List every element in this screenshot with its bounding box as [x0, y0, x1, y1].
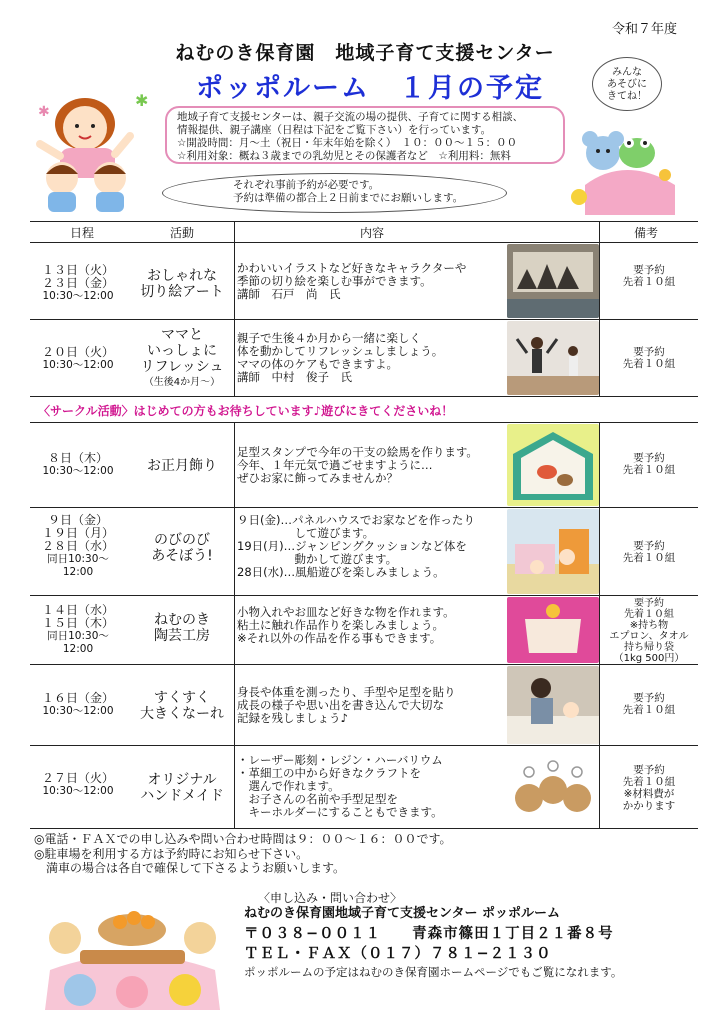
bubble-line: みんな: [612, 67, 642, 78]
fiscal-year: 令和７年度: [612, 22, 678, 37]
speech-bubble: [592, 57, 662, 111]
date-line: ２３日（金）: [41, 276, 114, 290]
row-content: [237, 754, 505, 819]
play-photo: [507, 509, 599, 594]
row-content: [237, 262, 505, 301]
row-date: [24, 692, 132, 718]
activity-line: オリジナル: [147, 772, 217, 788]
bubble-line: あそびに: [607, 79, 647, 90]
footer-notes: [34, 832, 452, 876]
note-line: ※材料費が: [623, 788, 675, 800]
note-line: 先着１０組: [622, 552, 676, 564]
date-line: ２０日（火）: [41, 345, 114, 359]
activity-line: ねむのき: [154, 612, 210, 628]
content-line: 記録を残しましょう♪: [237, 711, 348, 725]
info-line: ☆利用対象：概ね３歳までの乳幼児とその保護者など ☆利用料：無料: [177, 150, 511, 162]
row-date: [24, 514, 132, 579]
time-line: 10:30〜12:00: [42, 465, 114, 477]
content-line: 動かして遊びます。: [237, 552, 398, 566]
row-note: [600, 764, 698, 812]
date-line: １４日（水）: [41, 603, 114, 617]
info-line: 地域子育て支援センターは、親子交流の場の提供、子育てに関する相談、: [177, 111, 524, 123]
column-header-date: 日程: [70, 226, 95, 240]
note-line: 要予約: [633, 540, 665, 552]
time-line: 同日10:30〜: [47, 630, 109, 642]
row-activity: [130, 327, 234, 391]
note-line: 要予約: [633, 692, 665, 704]
refresh-photo: [507, 321, 599, 395]
table-border: [30, 396, 698, 397]
row-content: [237, 446, 505, 485]
note-line: ※持ち物: [629, 620, 669, 631]
note-line: かかります: [622, 800, 676, 812]
table-border: [234, 422, 235, 828]
content-line: ※それ以外の作品を作る事もできます。: [237, 631, 442, 645]
table-border: [30, 422, 698, 423]
row-content: [237, 686, 505, 725]
content-line: ・レーザー彫刻・レジン・ハーバリウム: [237, 753, 443, 767]
time-line: 12:00: [62, 643, 94, 655]
note-line: 要予約: [633, 764, 665, 776]
content-line: 体を動かしてリフレッシュしましょう。: [237, 344, 444, 358]
footer-note: ◎電話・ＦＡＸでの申し込みや問い合わせ時間は９：００〜１６：００です。: [34, 832, 452, 846]
table-border: [30, 221, 698, 222]
row-activity: [130, 458, 234, 474]
activity-line: のびのび: [154, 532, 210, 548]
circle-activity-banner: 〈サークル活動〉はじめての方もお待ちしています♪遊びにきてくださいね！: [38, 404, 454, 418]
notice-line: それぞれ事前予約が必要です。: [233, 179, 380, 191]
growth-photo: [507, 666, 599, 744]
postal-address: 〒０３８−００１１ 青森市篠田１丁目２１番８号: [244, 926, 614, 942]
table-border: [30, 507, 698, 508]
row-activity: [130, 532, 234, 564]
contact-block: [244, 890, 622, 980]
time-line: 10:30〜12:00: [42, 359, 114, 371]
row-content: [237, 606, 505, 645]
note-line: 要予約: [633, 452, 665, 464]
date-line: １５日（木）: [41, 616, 114, 630]
pottery-photo: [507, 597, 599, 663]
mother-children-illustration: [30, 86, 160, 216]
row-activity: [130, 612, 234, 644]
activity-line: 陶芸工房: [154, 628, 210, 644]
row-date: [24, 452, 132, 478]
time-line: 10:30〜12:00: [42, 290, 114, 302]
content-line: 身長や体重を測ったり、手型や足型を貼り: [237, 685, 456, 699]
ema-photo: [507, 424, 599, 506]
content-line: かわいいイラストなど好きなキャラクターや: [237, 261, 467, 275]
table-border: [30, 595, 698, 596]
content-line: ぜひお家に飾ってみませんか？: [237, 471, 398, 485]
date-line: １３日（火）: [41, 263, 114, 277]
homepage-note: ポッポルームの予定はねむのき保育園ホームページでもご覧になれます。: [244, 965, 623, 979]
date-line: １９日（月）: [41, 526, 114, 540]
row-content: [237, 514, 505, 579]
table-border: [30, 745, 698, 746]
content-line: 今年、１年元気で過ごせますように…: [237, 458, 433, 472]
table-border: [30, 319, 698, 320]
notice-line: 予約は準備の都合上２日前までにお願いします。: [233, 192, 464, 204]
table-border: [30, 664, 698, 665]
kirie-photo: [507, 244, 599, 318]
note-line: 持ち帰り袋: [624, 642, 674, 653]
date-line: ２７日（火）: [41, 771, 114, 785]
activity-note: （生後4か月〜）: [143, 377, 221, 388]
table-border: [30, 828, 698, 829]
row-note: [600, 452, 698, 476]
date-line: ２８日（水）: [41, 539, 114, 553]
activity-line: いっしょに: [147, 343, 217, 359]
content-line: して遊びます。: [237, 526, 375, 540]
row-note: [600, 346, 698, 370]
center-info-box: [165, 106, 565, 164]
activity-line: あそぼう!: [151, 548, 213, 564]
svg-text:✱: ✱: [135, 91, 149, 110]
svg-text:✱: ✱: [38, 104, 50, 120]
activity-line: ママと: [161, 327, 203, 343]
note-line: 要予約: [634, 598, 664, 609]
content-line: 選んで作れます。: [237, 779, 340, 793]
content-line: ・革細工の中から好きなクラフトを: [237, 766, 421, 780]
note-line: エプロン、タオル: [609, 631, 689, 642]
note-line: 先着１０組: [624, 609, 674, 620]
content-line: 足型スタンプで今年の干支の絵馬を作ります。: [237, 445, 478, 459]
content-line: ママの体のケアもできますよ。: [237, 357, 398, 371]
date-line: １６日（金）: [41, 691, 114, 705]
activity-line: 大きくなーれ: [140, 706, 224, 722]
column-header-note: 備考: [634, 226, 659, 240]
time-line: 同日10:30〜: [47, 553, 109, 565]
content-line: 成長の様子や思い出を書き込んで大切な: [237, 698, 444, 712]
activity-line: リフレッシュ: [140, 359, 224, 375]
note-line: （1kg 500円）: [613, 653, 685, 664]
note-line: 先着１０組: [622, 776, 676, 788]
content-line: 粘土に触れ作品作りを楽しみましょう。: [237, 618, 444, 632]
footer-note: ◎駐車場を利用する方は予約時にお知らせ下さい。: [34, 846, 309, 861]
note-line: 要予約: [633, 264, 665, 276]
row-date: [24, 264, 132, 303]
activity-line: お正月飾り: [147, 458, 217, 474]
note-line: 要予約: [633, 346, 665, 358]
kotatsu-animals-illustration: [40, 900, 225, 1018]
reservation-notice: [162, 173, 507, 213]
keychain-photo: [507, 748, 599, 826]
row-date: [24, 772, 132, 798]
page-title: ポッポルーム １月の予定: [196, 73, 544, 104]
info-line: ☆開設時間：月〜土（祝日・年末年始を除く） １０：００〜１５：００: [177, 137, 518, 149]
content-line: 季節の切り絵を楽しむ事ができます。: [237, 274, 432, 288]
column-header-content: 内容: [360, 226, 385, 240]
time-line: 10:30〜12:00: [42, 705, 114, 717]
column-header-activity: 活動: [170, 226, 195, 240]
content-line: お子さんの名前や手型足型を: [237, 792, 398, 806]
time-line: 12:00: [62, 566, 94, 578]
time-line: 10:30〜12:00: [42, 785, 114, 797]
table-border: [234, 221, 235, 396]
note-line: 先着１０組: [622, 358, 676, 370]
row-date: [24, 604, 132, 656]
row-activity: [130, 690, 234, 722]
content-line: 講師 石戸 尚 氏: [237, 287, 341, 301]
table-border: [30, 242, 698, 243]
date-line: ８日（木）: [47, 451, 108, 465]
content-line: 19日(月)…ジャンピングクッションなど体を: [237, 539, 467, 553]
content-line: 小物入れやお皿など好きな物を作れます。: [237, 605, 455, 619]
info-line: 情報提供、親子講座（日程は下記をご覧下さい）を行っています。: [177, 124, 492, 136]
contact-name: ねむのき保育園地域子育て支援センター ポッポルーム: [244, 906, 561, 921]
note-line: 先着１０組: [622, 276, 676, 288]
content-line: ９日(金)…パネルハウスでお家などを作ったり: [237, 513, 475, 527]
row-activity: [130, 772, 234, 804]
activity-line: すくすく: [154, 690, 210, 706]
row-activity: [130, 268, 234, 300]
row-note: [600, 540, 698, 564]
activity-line: 切り絵アート: [140, 284, 224, 300]
footer-note: 満車の場合は各自で確保して下さるようお願いします。: [34, 861, 346, 875]
content-line: キーホルダーにすることもできます。: [237, 805, 443, 819]
row-note: [600, 692, 698, 716]
date-line: ９日（金）: [47, 513, 108, 527]
row-content: [237, 332, 505, 384]
organization-name: ねむのき保育園 地域子育て支援センター: [175, 42, 555, 64]
content-line: 親子で生後４か月から一緒に楽しく: [237, 331, 421, 345]
animal-characters-illustration: [565, 115, 690, 220]
row-note: [600, 598, 698, 664]
content-line: 28日(水)…風船遊びを楽しみましょう。: [237, 565, 445, 579]
activity-line: ハンドメイド: [140, 788, 224, 804]
contact-heading: 〈申し込み・問い合わせ〉: [258, 891, 403, 905]
row-date: [24, 346, 132, 372]
content-line: 講師 中村 俊子 氏: [237, 370, 352, 384]
phone-fax: ＴＥＬ・ＦＡＸ（０１７）７８１−２１３０: [244, 946, 552, 962]
note-line: 先着１０組: [622, 704, 676, 716]
bubble-line: きてね！: [607, 91, 647, 102]
note-line: 先着１０組: [622, 464, 676, 476]
activity-line: おしゃれな: [147, 268, 217, 284]
row-note: [600, 264, 698, 288]
